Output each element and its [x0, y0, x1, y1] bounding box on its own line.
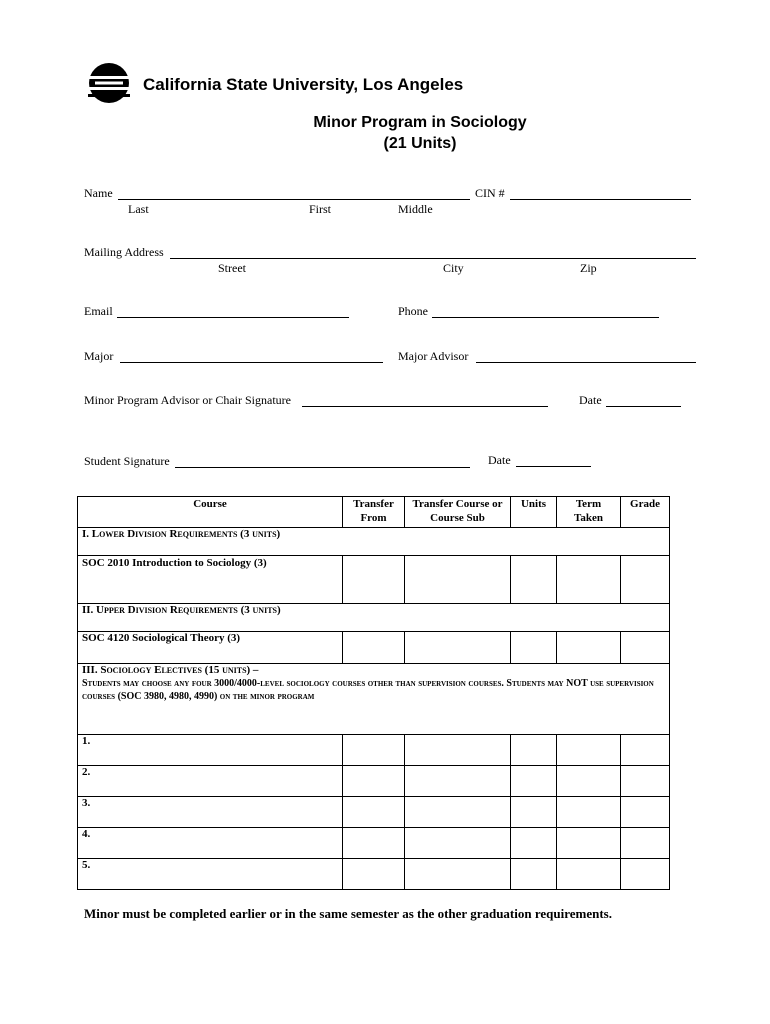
- grade-cell[interactable]: [621, 797, 670, 828]
- transfer-course-cell[interactable]: [405, 735, 511, 766]
- university-name: California State University, Los Angeles: [143, 75, 464, 94]
- electives-title: III. Sociology Electives (15 units) –: [82, 664, 259, 677]
- units-cell[interactable]: [511, 766, 557, 797]
- grade-cell[interactable]: [621, 555, 670, 603]
- elective-row-number[interactable]: 3.: [78, 797, 343, 828]
- section-row-upper-division: [78, 604, 670, 632]
- course-table: [77, 496, 670, 890]
- table-header-row: [78, 497, 670, 528]
- elective-row-number[interactable]: 1.: [78, 735, 343, 766]
- term-cell[interactable]: [557, 797, 621, 828]
- transfer-course-cell[interactable]: [405, 766, 511, 797]
- units-cell[interactable]: [511, 632, 557, 664]
- units-cell[interactable]: [511, 735, 557, 766]
- course-soc4120: SOC 4120 Sociological Theory (3): [78, 632, 343, 664]
- table-row: [78, 735, 670, 766]
- student-signature-label: Student Signature: [84, 454, 170, 468]
- last-sublabel: Last: [128, 202, 149, 216]
- section-upper-division: II. Upper Division Requirements (3 units): [78, 604, 670, 632]
- units-cell[interactable]: [511, 828, 557, 859]
- first-sublabel: First: [309, 202, 332, 216]
- table-row: [78, 858, 670, 889]
- grade-cell[interactable]: [621, 735, 670, 766]
- units-cell[interactable]: [511, 797, 557, 828]
- major-field[interactable]: [120, 362, 383, 363]
- section-lower-division: I. Lower Division Requirements (3 units): [78, 527, 670, 555]
- major-label: Major: [84, 349, 114, 363]
- table-row: [78, 632, 670, 664]
- transfer-from-cell[interactable]: [343, 797, 405, 828]
- header-transfer-from: Transfer From: [343, 497, 405, 528]
- grade-cell[interactable]: [621, 858, 670, 889]
- header-units: Units: [511, 497, 557, 528]
- term-cell[interactable]: [557, 766, 621, 797]
- elective-row-number[interactable]: 5.: [78, 858, 343, 889]
- phone-field[interactable]: [432, 317, 659, 318]
- header-course: Course: [78, 497, 343, 528]
- title-line-1: Minor Program in Sociology: [313, 114, 527, 131]
- name-field[interactable]: [118, 199, 470, 200]
- grade-cell[interactable]: [621, 828, 670, 859]
- transfer-course-cell[interactable]: [405, 797, 511, 828]
- electives-description: Students may choose any four 3000/4000-level sociology courses other than supervision courses. Students may NOT use supervision courses (SOC 3980, 4980, 4990) on the minor program: [82, 678, 654, 703]
- mailing-address-field[interactable]: [170, 258, 696, 259]
- units-cell[interactable]: [511, 858, 557, 889]
- table-row: [78, 555, 670, 603]
- section-row-electives: [78, 664, 670, 735]
- term-cell[interactable]: [557, 555, 621, 603]
- section-electives: [78, 664, 670, 735]
- transfer-course-cell[interactable]: [405, 555, 511, 603]
- zip-sublabel: Zip: [580, 261, 597, 275]
- transfer-from-cell[interactable]: [343, 766, 405, 797]
- transfer-from-cell[interactable]: [343, 735, 405, 766]
- cin-field[interactable]: [510, 199, 691, 200]
- transfer-course-cell[interactable]: [405, 858, 511, 889]
- title-line-2: (21 Units): [383, 135, 457, 152]
- transfer-from-cell[interactable]: [343, 555, 405, 603]
- name-label: Name: [84, 186, 113, 200]
- header-term-taken: Term Taken: [557, 497, 621, 528]
- term-cell[interactable]: [557, 858, 621, 889]
- transfer-course-cell[interactable]: [405, 828, 511, 859]
- table-row: [78, 828, 670, 859]
- units-cell[interactable]: [511, 555, 557, 603]
- cin-label: CIN #: [475, 186, 505, 200]
- middle-sublabel: Middle: [398, 202, 433, 216]
- elective-row-number[interactable]: 2.: [78, 766, 343, 797]
- major-advisor-field[interactable]: [476, 362, 696, 363]
- advisor-date-field[interactable]: [606, 406, 681, 407]
- transfer-from-cell[interactable]: [343, 858, 405, 889]
- student-date-field[interactable]: [516, 466, 591, 467]
- header-grade: Grade: [621, 497, 670, 528]
- major-advisor-label: Major Advisor: [398, 349, 469, 363]
- term-cell[interactable]: [557, 828, 621, 859]
- email-label: Email: [84, 304, 113, 318]
- term-cell[interactable]: [557, 735, 621, 766]
- transfer-from-cell[interactable]: [343, 828, 405, 859]
- email-field[interactable]: [117, 317, 349, 318]
- street-sublabel: Street: [218, 261, 246, 275]
- advisor-signature-label: Minor Program Advisor or Chair Signature: [84, 393, 291, 407]
- course-soc2010: SOC 2010 Introduction to Sociology (3): [78, 555, 343, 603]
- advisor-date-label: Date: [579, 393, 602, 407]
- advisor-signature-field[interactable]: [302, 406, 548, 407]
- header-transfer-course: Transfer Course or Course Sub: [405, 497, 511, 528]
- student-signature-field[interactable]: [175, 467, 470, 468]
- university-logo-icon: [88, 62, 130, 104]
- transfer-from-cell[interactable]: [343, 632, 405, 664]
- table-row: [78, 797, 670, 828]
- table-row: [78, 766, 670, 797]
- form-title: [0, 112, 770, 154]
- city-sublabel: City: [443, 261, 464, 275]
- term-cell[interactable]: [557, 632, 621, 664]
- transfer-course-cell[interactable]: [405, 632, 511, 664]
- footer-note: Minor must be completed earlier or in the same semester as the other graduation requirements.: [84, 906, 612, 921]
- mailing-address-label: Mailing Address: [84, 245, 164, 259]
- elective-row-number[interactable]: 4.: [78, 828, 343, 859]
- student-date-label: Date: [488, 453, 511, 467]
- phone-label: Phone: [398, 304, 428, 318]
- grade-cell[interactable]: [621, 766, 670, 797]
- section-row-lower-division: [78, 527, 670, 555]
- grade-cell[interactable]: [621, 632, 670, 664]
